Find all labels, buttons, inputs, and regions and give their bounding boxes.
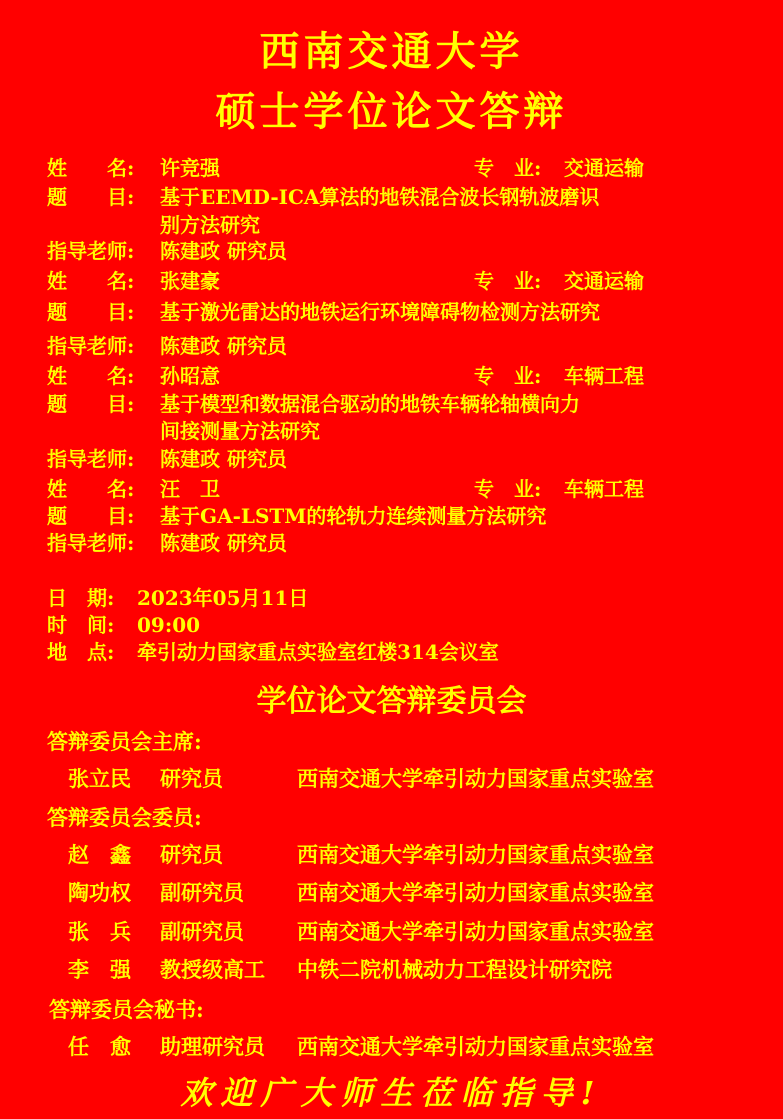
- event-time: 09:00: [137, 613, 201, 637]
- student-topic-line: 基于GA-LSTM的轮轨力连续测量方法研究: [160, 504, 547, 528]
- student-3-major-row: [474, 363, 644, 389]
- student-1-topic-row: [47, 184, 599, 210]
- advisor-label: 指导老师:: [47, 334, 135, 358]
- committee-row: [0, 841, 783, 869]
- major-label: 专 业:: [474, 364, 542, 388]
- member-name: 陶功权: [68, 880, 131, 905]
- student-2-major-row: [474, 268, 644, 294]
- student-3-topic-line-2: 间接测量方法研究: [160, 419, 320, 443]
- student-name: 张建豪: [160, 269, 220, 293]
- advisor-label: 指导老师:: [47, 531, 135, 555]
- member-name: 张 兵: [68, 919, 131, 944]
- student-major: 车辆工程: [564, 477, 644, 501]
- student-3-name-row: [47, 363, 220, 389]
- committee-title: 学位论文答辩委员会: [256, 684, 527, 719]
- member-institution: 西南交通大学牵引动力国家重点实验室: [297, 1034, 654, 1059]
- topic-label: 题 目:: [47, 504, 135, 528]
- member-institution: 西南交通大学牵引动力国家重点实验室: [297, 842, 654, 867]
- member-role: 助理研究员: [160, 1034, 265, 1059]
- student-4-name-row: [47, 476, 220, 502]
- advisor-label: 指导老师:: [47, 447, 135, 471]
- student-2-advisor-row: [47, 333, 287, 359]
- event-place-row: [47, 639, 499, 665]
- major-label: 专 业:: [474, 477, 542, 501]
- name-label: 姓 名:: [47, 364, 135, 388]
- members-label: 答辩委员会委员:: [47, 805, 202, 830]
- committee-row: [0, 1033, 783, 1061]
- event-place: 牵引动力国家重点实验室红楼314会议室: [137, 640, 499, 664]
- member-institution: 中铁二院机械动力工程设计研究院: [297, 957, 612, 982]
- student-name: 汪 卫: [160, 477, 220, 501]
- student-advisor: 陈建政 研究员: [160, 531, 287, 555]
- student-major: 车辆工程: [564, 364, 644, 388]
- topic-label: 题 目:: [47, 300, 135, 324]
- member-role: 研究员: [160, 766, 223, 791]
- committee-row: [0, 918, 783, 946]
- member-institution: 西南交通大学牵引动力国家重点实验室: [297, 880, 654, 905]
- student-4-major-row: [474, 476, 644, 502]
- student-advisor: 陈建政 研究员: [160, 334, 287, 358]
- date-label: 日 期:: [47, 586, 115, 610]
- title-defense: 硕士学位论文答辩: [215, 89, 568, 135]
- student-name: 孙昭意: [160, 364, 220, 388]
- title-university: 西南交通大学: [259, 29, 524, 75]
- event-date: 2023年05月11日: [137, 586, 309, 610]
- student-4-advisor-row: [47, 530, 287, 556]
- welcome-footer: 欢迎广大师生莅临指导!: [180, 1074, 603, 1112]
- member-name: 张立民: [68, 766, 131, 791]
- advisor-label: 指导老师:: [47, 239, 135, 263]
- student-1-major-row: [474, 155, 644, 181]
- member-name: 李 强: [68, 957, 131, 982]
- student-topic-line: 基于激光雷达的地铁运行环境障碍物检测方法研究: [160, 300, 600, 324]
- student-4-topic-row: [47, 503, 546, 529]
- secretary-label: 答辩委员会秘书:: [49, 997, 204, 1022]
- name-label: 姓 名:: [47, 477, 135, 501]
- committee-row: [0, 956, 783, 984]
- event-date-row: [47, 585, 308, 611]
- member-role: 副研究员: [160, 880, 244, 905]
- student-3-advisor-row: [47, 446, 287, 472]
- major-label: 专 业:: [474, 156, 542, 180]
- student-2-topic-row: [47, 299, 600, 325]
- member-role: 研究员: [160, 842, 223, 867]
- member-institution: 西南交通大学牵引动力国家重点实验室: [297, 766, 654, 791]
- student-advisor: 陈建政 研究员: [160, 239, 287, 263]
- student-topic-line: 基于EEMD-ICA算法的地铁混合波长钢轨波磨识: [160, 185, 600, 209]
- committee-row: [0, 765, 783, 793]
- committee-row: [0, 879, 783, 907]
- name-label: 姓 名:: [47, 156, 135, 180]
- major-label: 专 业:: [474, 269, 542, 293]
- student-advisor: 陈建政 研究员: [160, 447, 287, 471]
- topic-label: 题 目:: [47, 392, 135, 416]
- member-name: 赵 鑫: [68, 842, 131, 867]
- student-major: 交通运输: [564, 156, 644, 180]
- student-1-topic-line-2: 别方法研究: [160, 213, 260, 237]
- member-role: 教授级高工: [160, 957, 265, 982]
- topic-label: 题 目:: [47, 185, 135, 209]
- student-major: 交通运输: [564, 269, 644, 293]
- student-2-name-row: [47, 268, 220, 294]
- student-1-advisor-row: [47, 238, 287, 264]
- member-name: 任 愈: [68, 1034, 131, 1059]
- student-topic-line: 基于模型和数据混合驱动的地铁车辆轮轴横向力: [160, 392, 580, 416]
- place-label: 地 点:: [47, 640, 115, 664]
- name-label: 姓 名:: [47, 269, 135, 293]
- student-1-name-row: [47, 155, 220, 181]
- student-name: 许竞强: [160, 156, 220, 180]
- chair-label: 答辩委员会主席:: [47, 729, 202, 754]
- member-institution: 西南交通大学牵引动力国家重点实验室: [297, 919, 654, 944]
- time-label: 时 间:: [47, 613, 115, 637]
- event-time-row: [47, 612, 200, 638]
- student-3-topic-row: [47, 391, 580, 417]
- member-role: 副研究员: [160, 919, 244, 944]
